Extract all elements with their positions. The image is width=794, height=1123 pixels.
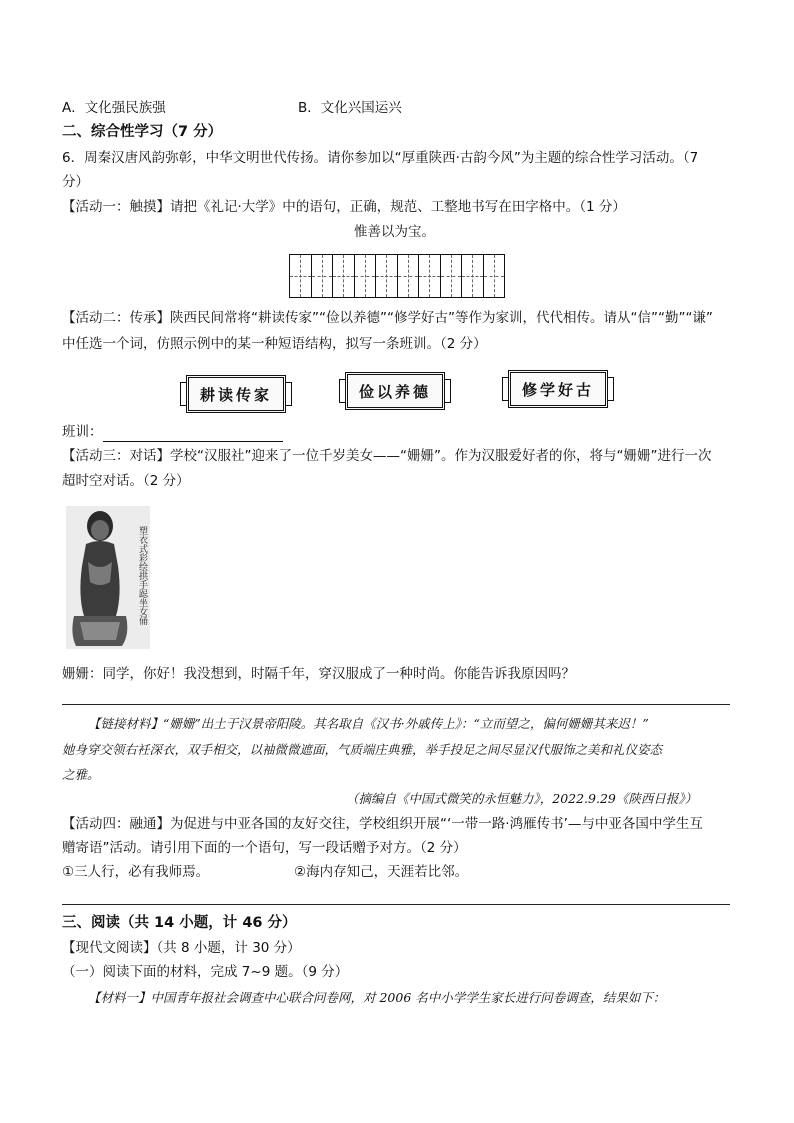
activity2-line1: 【活动二：传承】陕西民间常将“耕读传家”“俭以养德”“修学好古”等作为家训，代代相传。请从“信”“勤”“谦” xyxy=(62,310,713,326)
tianzige-grid[interactable] xyxy=(289,254,505,298)
activity4-opt1: ①三人行，必有我师焉。 xyxy=(62,864,210,880)
activity3-line2: 超时空对话。（2 分） xyxy=(62,473,190,489)
grid-cell[interactable] xyxy=(333,255,355,297)
option-b: B．文化兴国运兴 xyxy=(298,100,402,116)
grid-cell[interactable] xyxy=(484,255,505,297)
section3-heading: 三、阅读（共 14 小题，计 46 分） xyxy=(62,915,297,931)
shanshan-dialog: 姗姗：同学，你好！我没想到，时隔千年，穿汉服成了一种时尚。你能告诉我原因吗？ xyxy=(62,666,575,682)
part1-heading: （一）阅读下面的材料，完成 7~9 题。（9 分） xyxy=(62,964,349,980)
link-material-source: （摘编自《中国式微笑的永恒魅力》，2022.9.29《陕西日报》） xyxy=(346,791,698,806)
activity1-phrase: 惟善以为宝。 xyxy=(354,224,435,240)
activity2-line2: 中任选一个词，仿照示例中的某一种短语结构，拟写一条班训。（2 分） xyxy=(62,336,487,352)
divider-top xyxy=(62,704,730,705)
activity1-text: 【活动一：触摸】请把《礼记·大学》中的语句，正确，规范、工整地书写在田字格中。（1 分） xyxy=(62,199,626,215)
answer-blank[interactable] xyxy=(103,427,283,442)
scroll-xiuxue: 修学好古 xyxy=(508,370,608,408)
figure-caption: 塑衣式彩绘拱手跽坐女俑 xyxy=(137,526,147,625)
q6-line2: 分） xyxy=(62,174,89,190)
grid-cell[interactable] xyxy=(376,255,398,297)
grid-cell[interactable] xyxy=(355,255,377,297)
grid-cell[interactable] xyxy=(312,255,334,297)
divider-bottom xyxy=(62,904,730,905)
link-material-line3: 之雅。 xyxy=(62,767,100,782)
material1-line: 【材料一】中国青年报社会调查中心联合问卷网，对 2006 名中小学学生家长进行问卷调查，结果如下： xyxy=(88,990,666,1005)
scroll-gengdu: 耕读传家 xyxy=(186,375,286,413)
section2-heading: 二、综合性学习（7 分） xyxy=(62,124,223,140)
modern-reading-heading: 【现代文阅读】（共 8 小题，计 30 分） xyxy=(62,940,301,956)
answer-line xyxy=(62,422,283,442)
scroll-jianyi: 俭以养德 xyxy=(345,372,445,410)
answer-label: 班训： xyxy=(62,424,103,440)
link-material-line1: 【链接材料】“姗姗”出土于汉景帝阳陵。其名取自《汉书·外戚传上》：“立而望之，偏何姗姗其来迟！” xyxy=(88,716,649,731)
grid-cell[interactable] xyxy=(441,255,463,297)
grid-cell[interactable] xyxy=(398,255,420,297)
grid-cell[interactable] xyxy=(290,255,312,297)
activity4-opt2: ②海内存知己，天涯若比邻。 xyxy=(294,864,469,880)
figurine-photo xyxy=(66,506,150,649)
link-material-line2: 她身穿交领右衽深衣，双手相交，以袖微微遮面，气质端庄典雅，举手投足之间尽显汉代服饰之美和礼仪姿态 xyxy=(62,742,663,757)
q6-line1: 6．周秦汉唐风韵弥彰，中华文明世代传扬。请你参加以“厚重陕西·古韵今风”为主题的综合性学习活动。（7 xyxy=(62,150,699,166)
option-a: A．文化强民族强 xyxy=(62,100,166,116)
activity3-line1: 【活动三：对话】学校“汉服社”迎来了一位千岁美女——“姗姗”。作为汉服爱好者的你，将与“姗姗”进行一次 xyxy=(62,448,712,464)
grid-cell[interactable] xyxy=(419,255,441,297)
grid-cell[interactable] xyxy=(462,255,484,297)
activity4-line2: 赠寄语”活动。请引用下面的一个语句，写一段话赠予对方。（2 分） xyxy=(62,840,467,856)
activity4-line1: 【活动四：融通】为促进与中亚各国的友好交往，学校组织开展“‘一带一路·鸿雁传书’—与中亚各国中学生互 xyxy=(62,816,703,832)
